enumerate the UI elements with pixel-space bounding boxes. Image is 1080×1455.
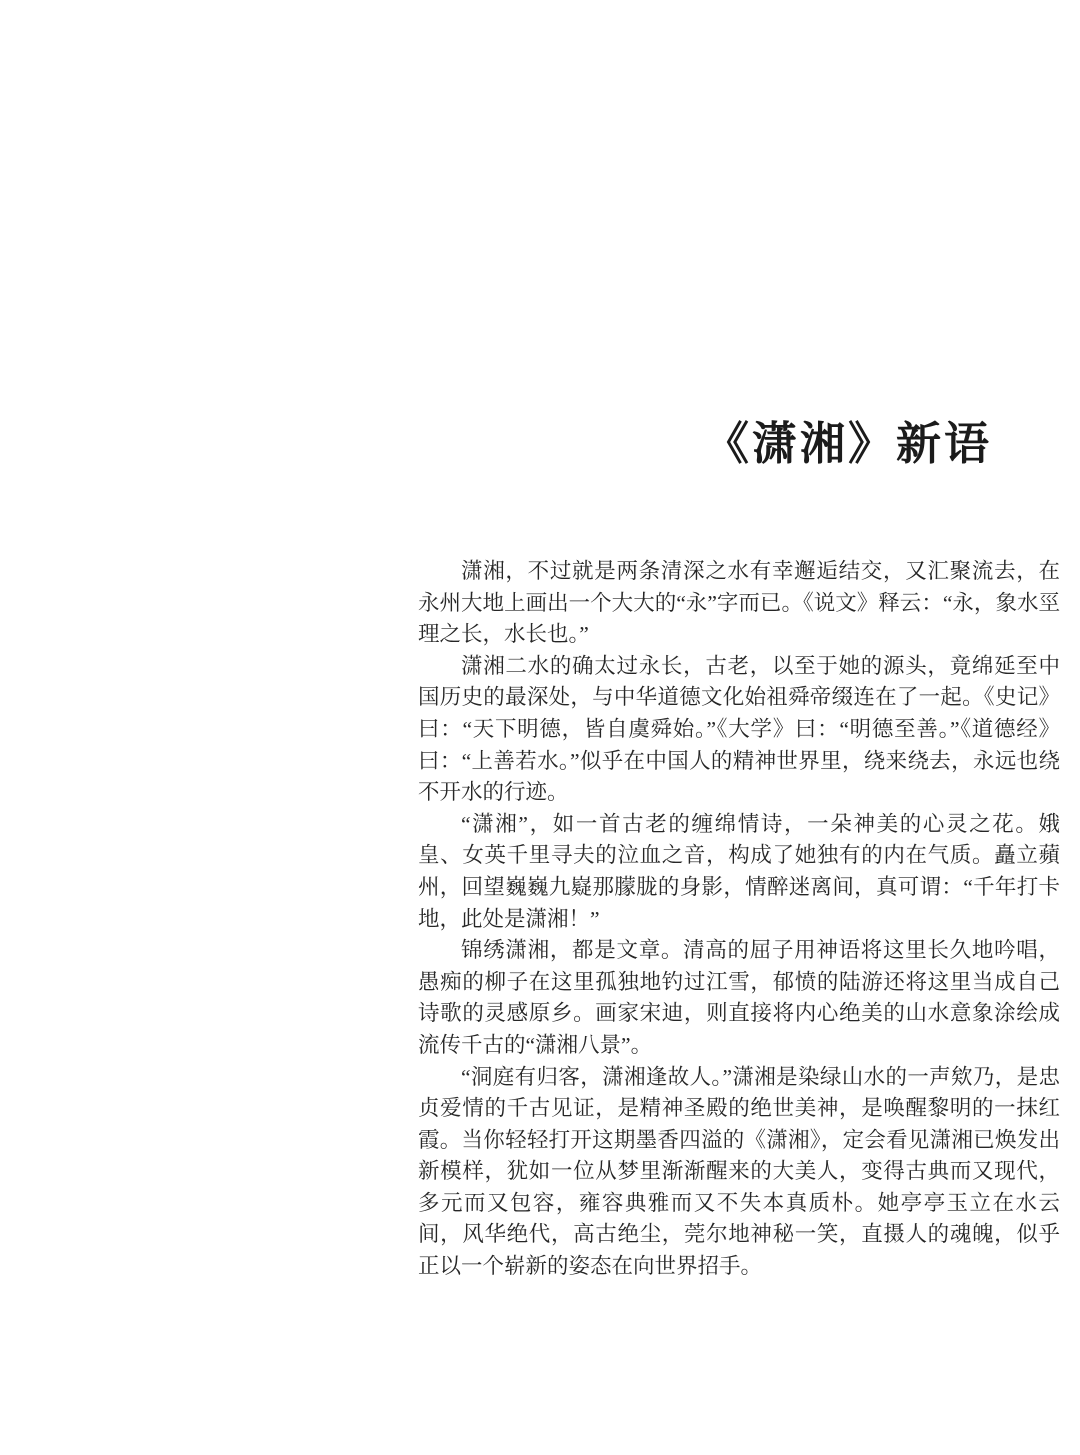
- article-body: [418, 556, 1060, 1283]
- paragraph-2: 潇湘二水的确太过永长，古老，以至于她的源头，竟绵延至中国历史的最深处，与中华道德文化始祖舜帝缀连在了一起。《史记》曰：“天下明德，皆自虞舜始。”《大学》曰：“明德至善。”《道德经》曰：“上善若水。”似乎在中国人的精神世界里，绕来绕去，永远也绕不开水的行迹。: [418, 653, 1060, 805]
- paragraph-4: 锦绣潇湘，都是文章。清高的屈子用神语将这里长久地吟唱，愚痴的柳子在这里孤独地钓过江雪，郁愤的陆游还将这里当成自己诗歌的灵感原乡。画家宋迪，则直接将内心绝美的山水意象涂绘成流传千古的“潇湘八景”。: [418, 938, 1060, 1057]
- page-title: 《潇湘》新语: [703, 418, 992, 469]
- paragraph-5: “洞庭有归客，潇湘逢故人。”潇湘是染绿山水的一声欸乃，是忠贞爱情的千古见证，是精神圣殿的绝世美神，是唤醒黎明的一抹红霞。当你轻轻打开这期墨香四溢的《潇湘》，定会看见潇湘已焕发出新模样，犹如一位从梦里渐渐醒来的大美人，变得古典而又现代，多元而又包容，雍容典雅而又不失本真质朴。她亭亭玉立在水云间，风华绝代，高古绝尘，莞尔地神秘一笑，直摄人的魂魄，似乎正以一个崭新的姿态在向世界招手。: [418, 1064, 1060, 1279]
- paragraph-1: 潇湘，不过就是两条清深之水有幸邂逅结交，又汇聚流去，在永州大地上画出一个大大的“永”字而已。《说文》释云：“永，象水巠理之长，水长也。”: [418, 559, 1060, 647]
- paragraph-3: “潇湘”，如一首古老的缠绵情诗，一朵神美的心灵之花。娥皇、女英千里寻夫的泣血之音，构成了她独有的内在气质。矗立蘋州，回望巍巍九嶷那朦胧的身影，情醉迷离间，真可谓：“千年打卡地，此处是潇湘！”: [418, 811, 1060, 931]
